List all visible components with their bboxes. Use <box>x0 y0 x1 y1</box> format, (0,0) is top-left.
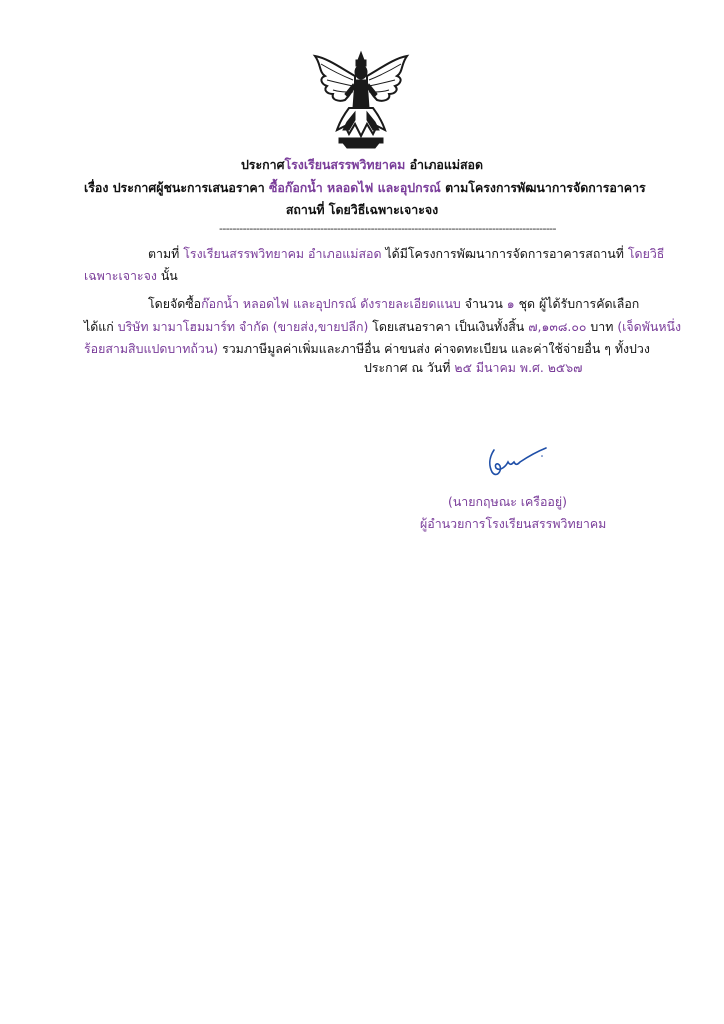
p2-price: ๗,๑๓๘.๐๐ <box>528 319 587 334</box>
p2-intro: โดยจัดซื้อ <box>148 296 202 311</box>
p2-selected: ผู้ได้รับการคัดเลือก <box>535 296 640 311</box>
p2-qty-label: จำนวน <box>460 296 507 311</box>
signer-name: (นายกฤษณะ เครืออยู่) <box>448 494 567 509</box>
p2-vat: รวมภาษีมูลค่าเพิ่มและภาษีอื่น ค่าขนส่ง ค่าจดทะเบียน และค่าใช้จ่ายอื่น ๆ ทั้งปวง <box>218 341 650 356</box>
p2-baht: บาท <box>586 319 618 334</box>
p1-org: โรงเรียนสรรพวิทยาคม อำเภอแม่สอด <box>183 246 382 261</box>
p2-price-words-cont: ร้อยสามสิบแปดบาทถ้วน) <box>84 341 219 356</box>
p1-intro: ตามที่ <box>148 246 184 261</box>
subject-line-1 <box>84 180 646 196</box>
p1-end: นั้น <box>156 268 178 283</box>
p2-item: ก๊อกน้ำ หลอดไฟ และอุปกรณ์ ดังรายละเอียดแนบ <box>201 296 461 311</box>
paragraph-1-line-1 <box>148 246 664 262</box>
signer-position: ผู้อำนวยการโรงเรียนสรรพวิทยาคม <box>420 516 607 531</box>
title-org: โรงเรียนสรรพวิทยาคม <box>284 157 406 172</box>
handwritten-signature <box>480 442 552 482</box>
paragraph-2-line-3 <box>84 341 650 357</box>
announce-date: ๒๕ มีนาคม พ.ศ. ๒๕๖๗ <box>454 360 583 375</box>
announcement-title <box>0 157 724 173</box>
subject-project: ตามโครงการพัฒนาการจัดการอาคาร <box>440 180 646 195</box>
paragraph-2-line-1 <box>148 296 639 312</box>
subject-project-cont: สถานที่ โดยวิธีเฉพาะเจาะจง <box>285 202 439 217</box>
garuda-emblem-icon <box>309 50 413 150</box>
p2-price-label: โดยเสนอราคา เป็นเงินทั้งสิ้น <box>368 319 529 334</box>
p1-text: ได้มีโครงการพัฒนาการจัดการอาคารสถานที่ <box>381 246 628 261</box>
announce-label: ประกาศ ณ วันที่ <box>364 360 455 375</box>
p2-winner: บริษัท มามาโฮมมาร์ท จำกัด (ขายส่ง,ขายปลีก) <box>117 319 369 334</box>
p2-qty: ๑ <box>506 296 515 311</box>
announce-date-line <box>364 360 582 376</box>
p2-price-words: (เจ็ดพันหนึ่ง <box>617 319 682 334</box>
paragraph-2-line-2 <box>84 319 681 335</box>
p1-method: โดยวิธี <box>627 246 665 261</box>
title-district: อำเภอแม่สอด <box>405 157 484 172</box>
paragraph-1-line-2 <box>84 268 178 284</box>
p1-method-cont: เฉพาะเจาะจง <box>84 268 157 283</box>
subject-line-2 <box>0 202 724 218</box>
p2-unit: ชุด <box>514 296 536 311</box>
subject-purchase: ซื้อก๊อกน้ำ หลอดไฟ และอุปกรณ์ <box>269 180 441 195</box>
title-prefix: ประกาศ <box>240 157 285 172</box>
divider-line: ---------------------------------------------------------------------------------------------------- <box>219 222 556 235</box>
p2-winner-label: ได้แก่ <box>84 319 118 334</box>
subject-label: เรื่อง ประกาศผู้ชนะการเสนอราคา <box>84 180 269 195</box>
